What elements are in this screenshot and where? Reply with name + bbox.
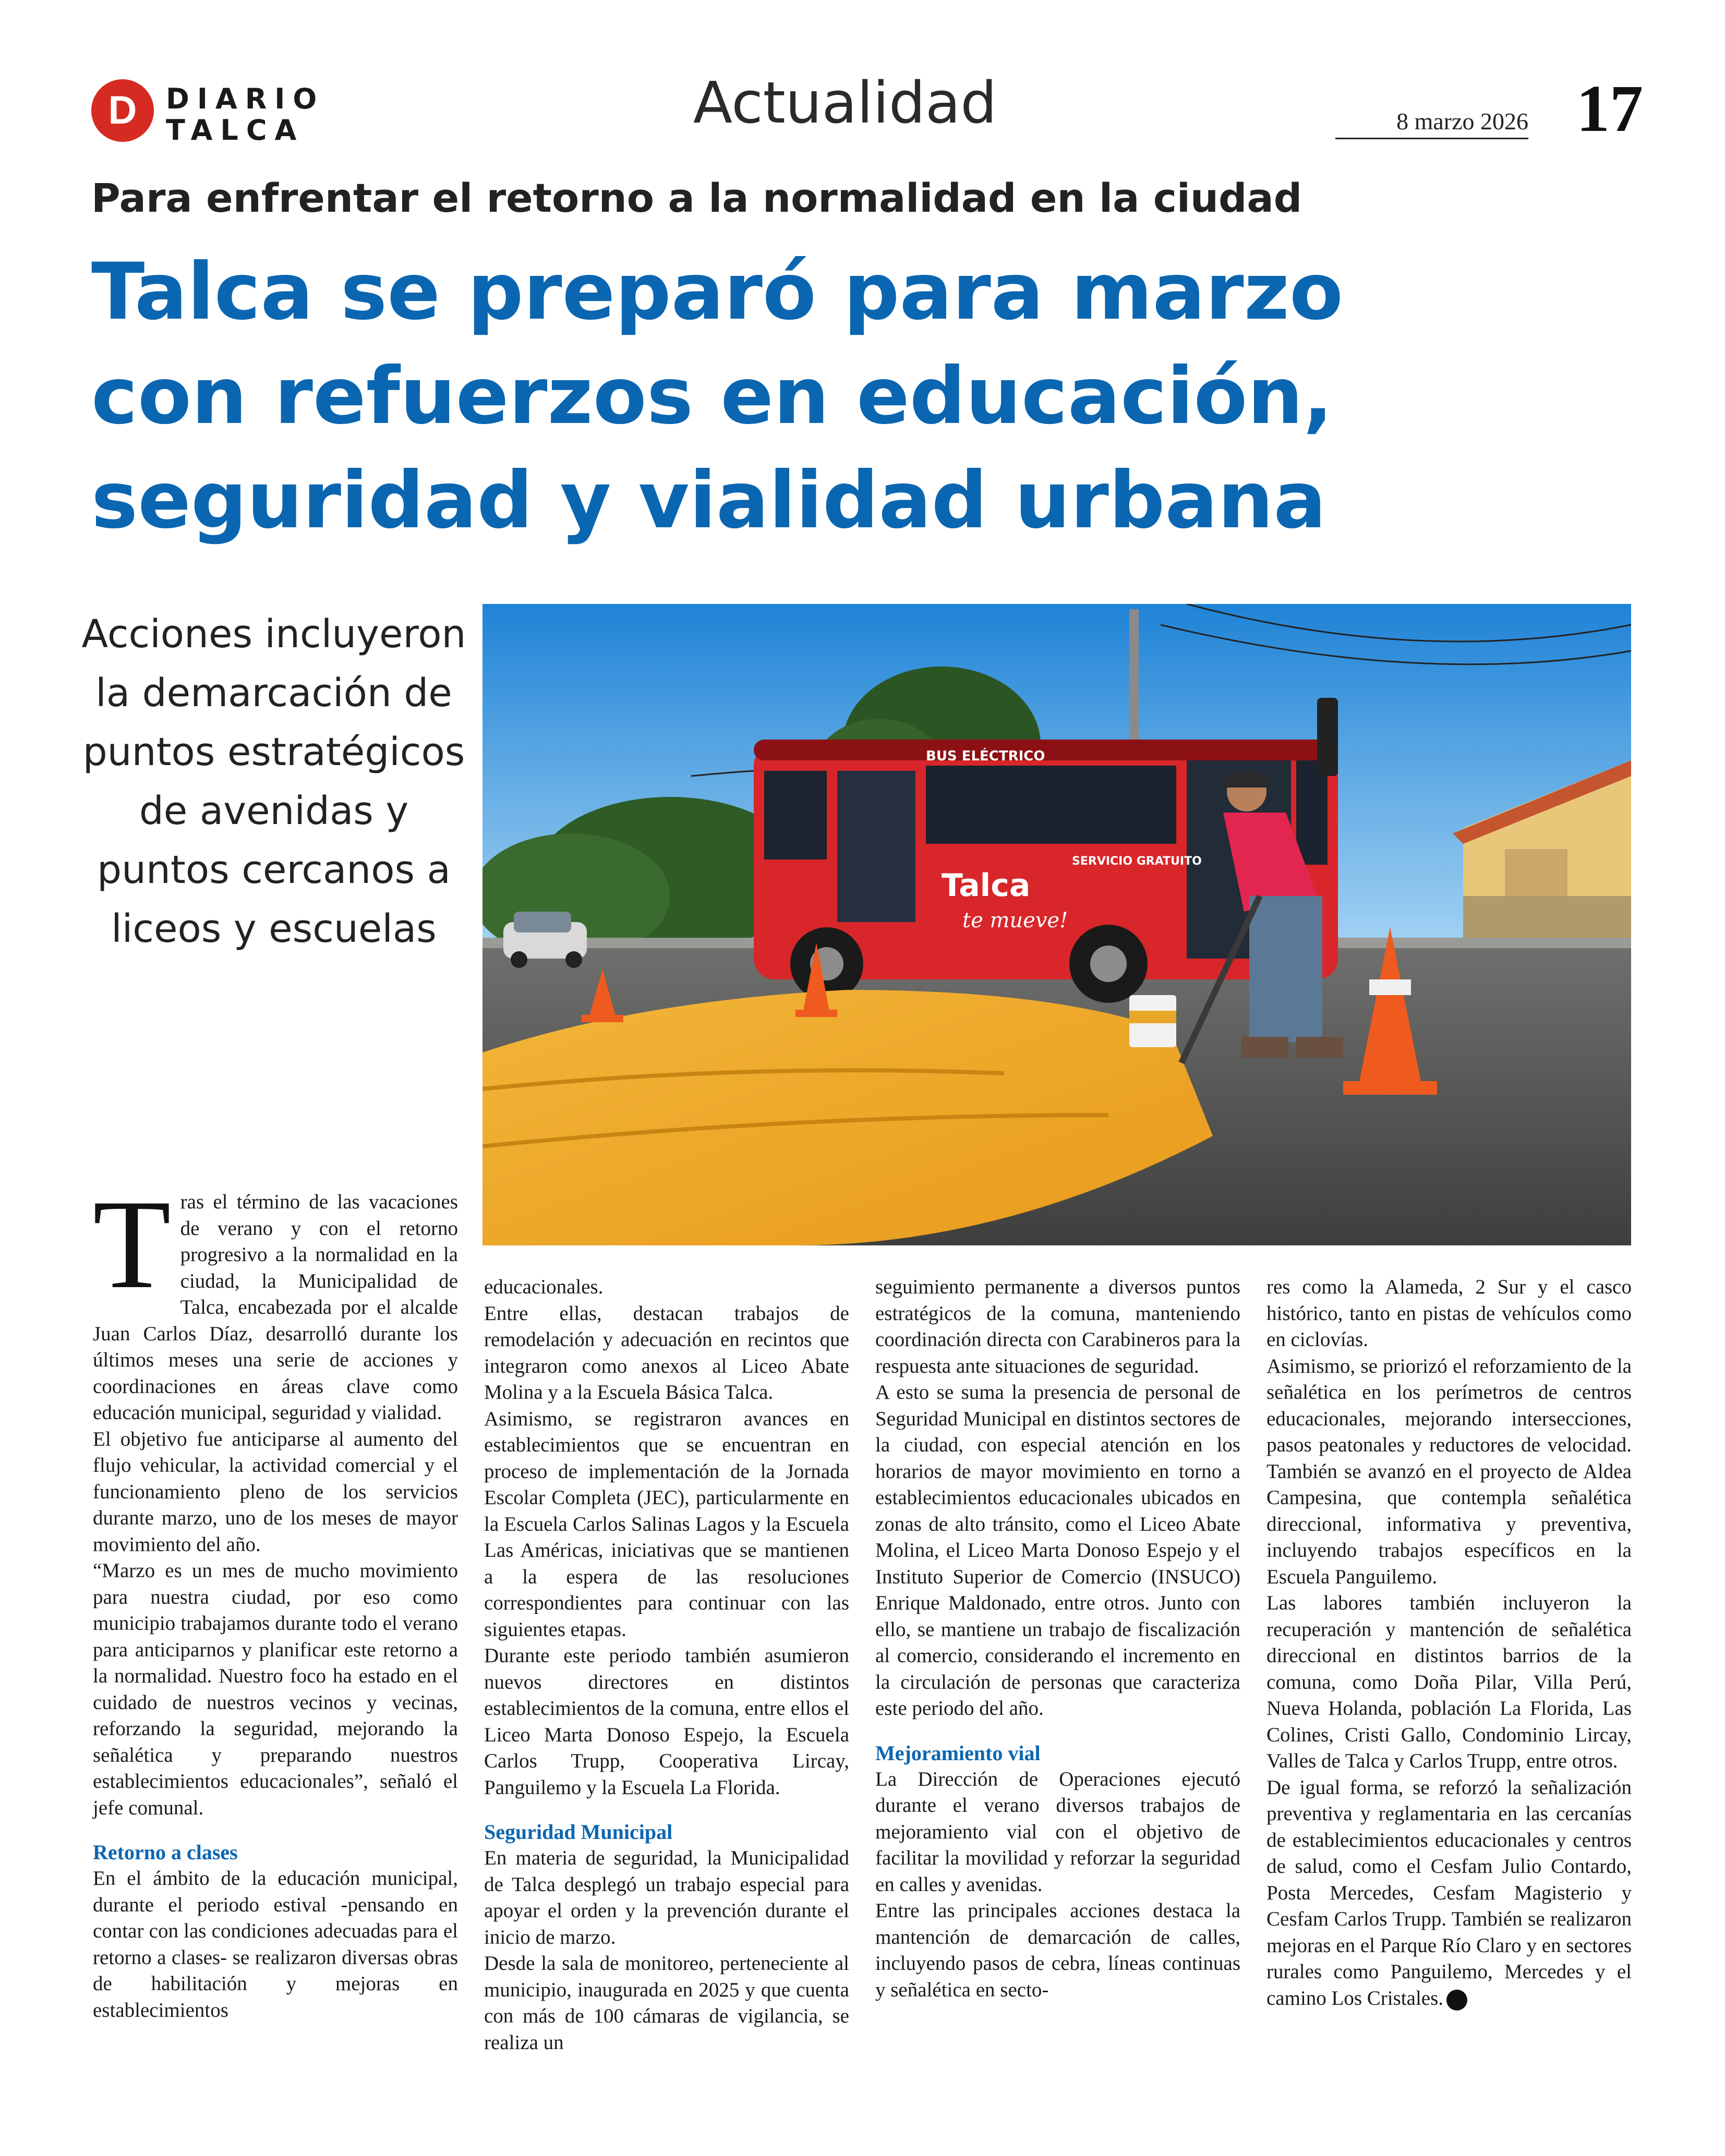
paragraph: El objetivo fue anticiparse al aumento del flujo vehicular, la actividad comercial y el funcionamiento pleno de los servicios durante marzo, uno de los meses de mayor movimiento del año. xyxy=(93,1427,458,1556)
page-number: 17 xyxy=(1576,71,1643,146)
kicker: Para enfrentar el retorno a la normalidad en la ciudad xyxy=(91,175,1302,221)
bus-slogan: te mueve! xyxy=(962,909,1068,932)
lead-text: Acciones incluyeron la demarcación de puntos estratégicos de avenidas y puntos cercanos a liceos y escuelas xyxy=(81,612,466,951)
paragraph: Asimismo, se registraron avances en establecimientos que se encuentran en proceso de implementación de la Jornada Escolar Completa (JEC), particularmente en la Escuela Carlos Salinas Lagos y la Escuela Las Américas, iniciativas que se mantienen a la espera de las resoluciones correspondientes para continuar con las siguientes etapas. xyxy=(484,1407,849,1641)
paragraph: Entre ellas, destacan trabajos de remodelación y adecuación en recintos que integraron como anexos al Liceo Abate Molina y a la Escuela Básica Talca. xyxy=(484,1302,849,1403)
paint-bucket xyxy=(1129,995,1176,1047)
bus-badge: SERVICIO GRATUITO xyxy=(1072,855,1202,868)
bus-top-label: BUS ELÉCTRICO xyxy=(926,748,1045,764)
article-column-3 xyxy=(875,1274,1240,2003)
subheading-seguridad-municipal: Seguridad Municipal xyxy=(484,1820,673,1844)
end-mark-icon xyxy=(1446,1990,1467,2010)
paragraph: Desde la sala de monitoreo, perteneciente al municipio, inaugurada en 2025 y que cuenta con más de 100 cámaras de vigilancia, se realiza un xyxy=(484,1952,849,2054)
paragraph: Las labores también incluyeron la recuperación y mantención de señalética direccional en distintos barrios de la comuna, como Doña Pilar, Villa Perú, Nueva Holanda, población La Florida, Las Colines, Cristi Gallo, Condominio Lircay, Valles de Talca y Carlos Trupp, entre otros. xyxy=(1266,1592,1632,1772)
paragraph: Asimismo, se priorizó el reforzamiento de la señalética en los perímetros de centros educacionales, mejorando intersecciones, pasos peatonales y reductores de velocidad. También se avanzó en el proyecto de Aldea Campesina, que contempla señalética direccional, informativa y preventiva, incluyendo trabajos específicos en la Escuela Panguilemo. xyxy=(1266,1354,1632,1588)
section-title: Actualidad xyxy=(693,69,997,136)
paragraph: educacionales. xyxy=(484,1276,604,1298)
headline xyxy=(91,240,1656,553)
paragraph: seguimiento permanente a diversos puntos estratégicos de la comuna, manteniendo coordinación directa con Carabineros para la respuesta ante situaciones de seguridad. xyxy=(875,1276,1240,1377)
headline-line: con refuerzos en educación, xyxy=(91,351,1333,442)
issue-date: 8 marzo 2026 xyxy=(1335,107,1528,139)
bus-brand: Talca xyxy=(942,867,1031,904)
headline-line: seguridad y vialidad urbana xyxy=(91,455,1326,546)
paragraph: “Marzo es un mes de mucho movimiento para nuestra ciudad, por eso como municipio trabajamos durante todo el verano para anticiparnos y planificar este retorno a la normalidad. Nuestro foco ha estado en el cuidado de nuestros vecinos y vecinas, reforzando la seguridad, mejorando la señalética y preparando nuestros establecimientos educacionales”, señaló el jefe comunal. xyxy=(93,1559,458,1819)
headline-line: Talca se preparó para marzo xyxy=(91,247,1343,337)
paragraph: La Dirección de Operaciones ejecutó durante el verano diversos trabajos de mejoramiento vial con el objetivo de facilitar la movilidad y reforzar la seguridad en calles y avenidas. xyxy=(875,1767,1240,1896)
paragraph: A esto se suma la presencia de personal de Seguridad Municipal en distintos sectores de la ciudad, con especial atención en los horarios de mayor movimiento en torno a establecimientos educacionales ubicados en zonas de alto tránsito, como el Liceo Abate Molina, el Liceo Marta Donoso Espejo y el Instituto Superior de Comercio (INSUCO) Enrique Maldonado, entre otros. Junto con ello, se mantiene un trabajo de fiscalización al comercio, considerando el incremento en la circulación de personas que caracteriza este periodo del año. xyxy=(875,1381,1240,1719)
article-column-1 xyxy=(93,1173,458,2024)
logo-mark xyxy=(91,79,154,142)
subheading-retorno-a-clases: Retorno a clases xyxy=(93,1840,238,1864)
paragraph: Durante este periodo también asumieron nuevos directores en distintos establecimientos de la comuna, entre ellos el Liceo Marta Donoso Espejo, la Escuela Carlos Trupp, Cooperativa Lircay, Panguilemo y la Escuela La Florida. xyxy=(484,1644,849,1799)
article-photo xyxy=(482,604,1631,1245)
drop-cap: T xyxy=(93,1173,171,1315)
logo-initial: D xyxy=(108,88,137,132)
logo-line-1: DIARIO xyxy=(166,82,325,115)
article-column-2 xyxy=(484,1274,849,2056)
paragraph: En el ámbito de la educación municipal, durante el periodo estival -pensando en contar con las condiciones adecuadas para el retorno a clases- se realizaron diversas obras de habilitación y mejoras en establecimientos xyxy=(93,1867,458,2021)
paragraph: ras el término de las vacaciones de verano y con el retorno progresivo a la normalidad en la ciudad, la Municipalidad de Talca, encabezada por el alcalde Juan Carlos Díaz, desarrolló durante los últimos meses una serie de acciones y coordinaciones en áreas clave como educación municipal, seguridad y vialidad. xyxy=(93,1191,458,1424)
paragraph-final xyxy=(1266,1775,1632,2012)
subheading-mejoramiento-vial: Mejoramiento vial xyxy=(875,1741,1041,1765)
article-column-4 xyxy=(1266,1274,1632,2012)
paragraph: res como la Alameda, 2 Sur y el casco histórico, tanto en pistas de vehículos como en ciclovías. xyxy=(1266,1276,1632,1351)
paragraph: Entre las principales acciones destaca la mantención de demarcación de calles, incluyendo pasos de cebra, líneas continuas y señalética en secto- xyxy=(875,1899,1240,2001)
paragraph: En materia de seguridad, la Municipalidad de Talca desplegó un trabajo especial para apoyar el orden y la prevención durante el inicio de marzo. xyxy=(484,1847,849,1948)
logo-wordmark xyxy=(166,83,324,146)
logo-line-2: TALCA xyxy=(166,114,305,147)
paragraph-final-text: De igual forma, se reforzó la señalización preventiva y reglamentaria en las cercanías de establecimientos educacionales y centros de salud, como el Cesfam Julio Contardo, Posta Mercedes, Cesfam Magisterio y Cesfam Carlos Trupp. También se realizaron mejoras en el Parque Río Claro y en sectores rurales como Panguilemo, Mercedes y el camino Los Cristales. xyxy=(1266,1776,1632,2009)
